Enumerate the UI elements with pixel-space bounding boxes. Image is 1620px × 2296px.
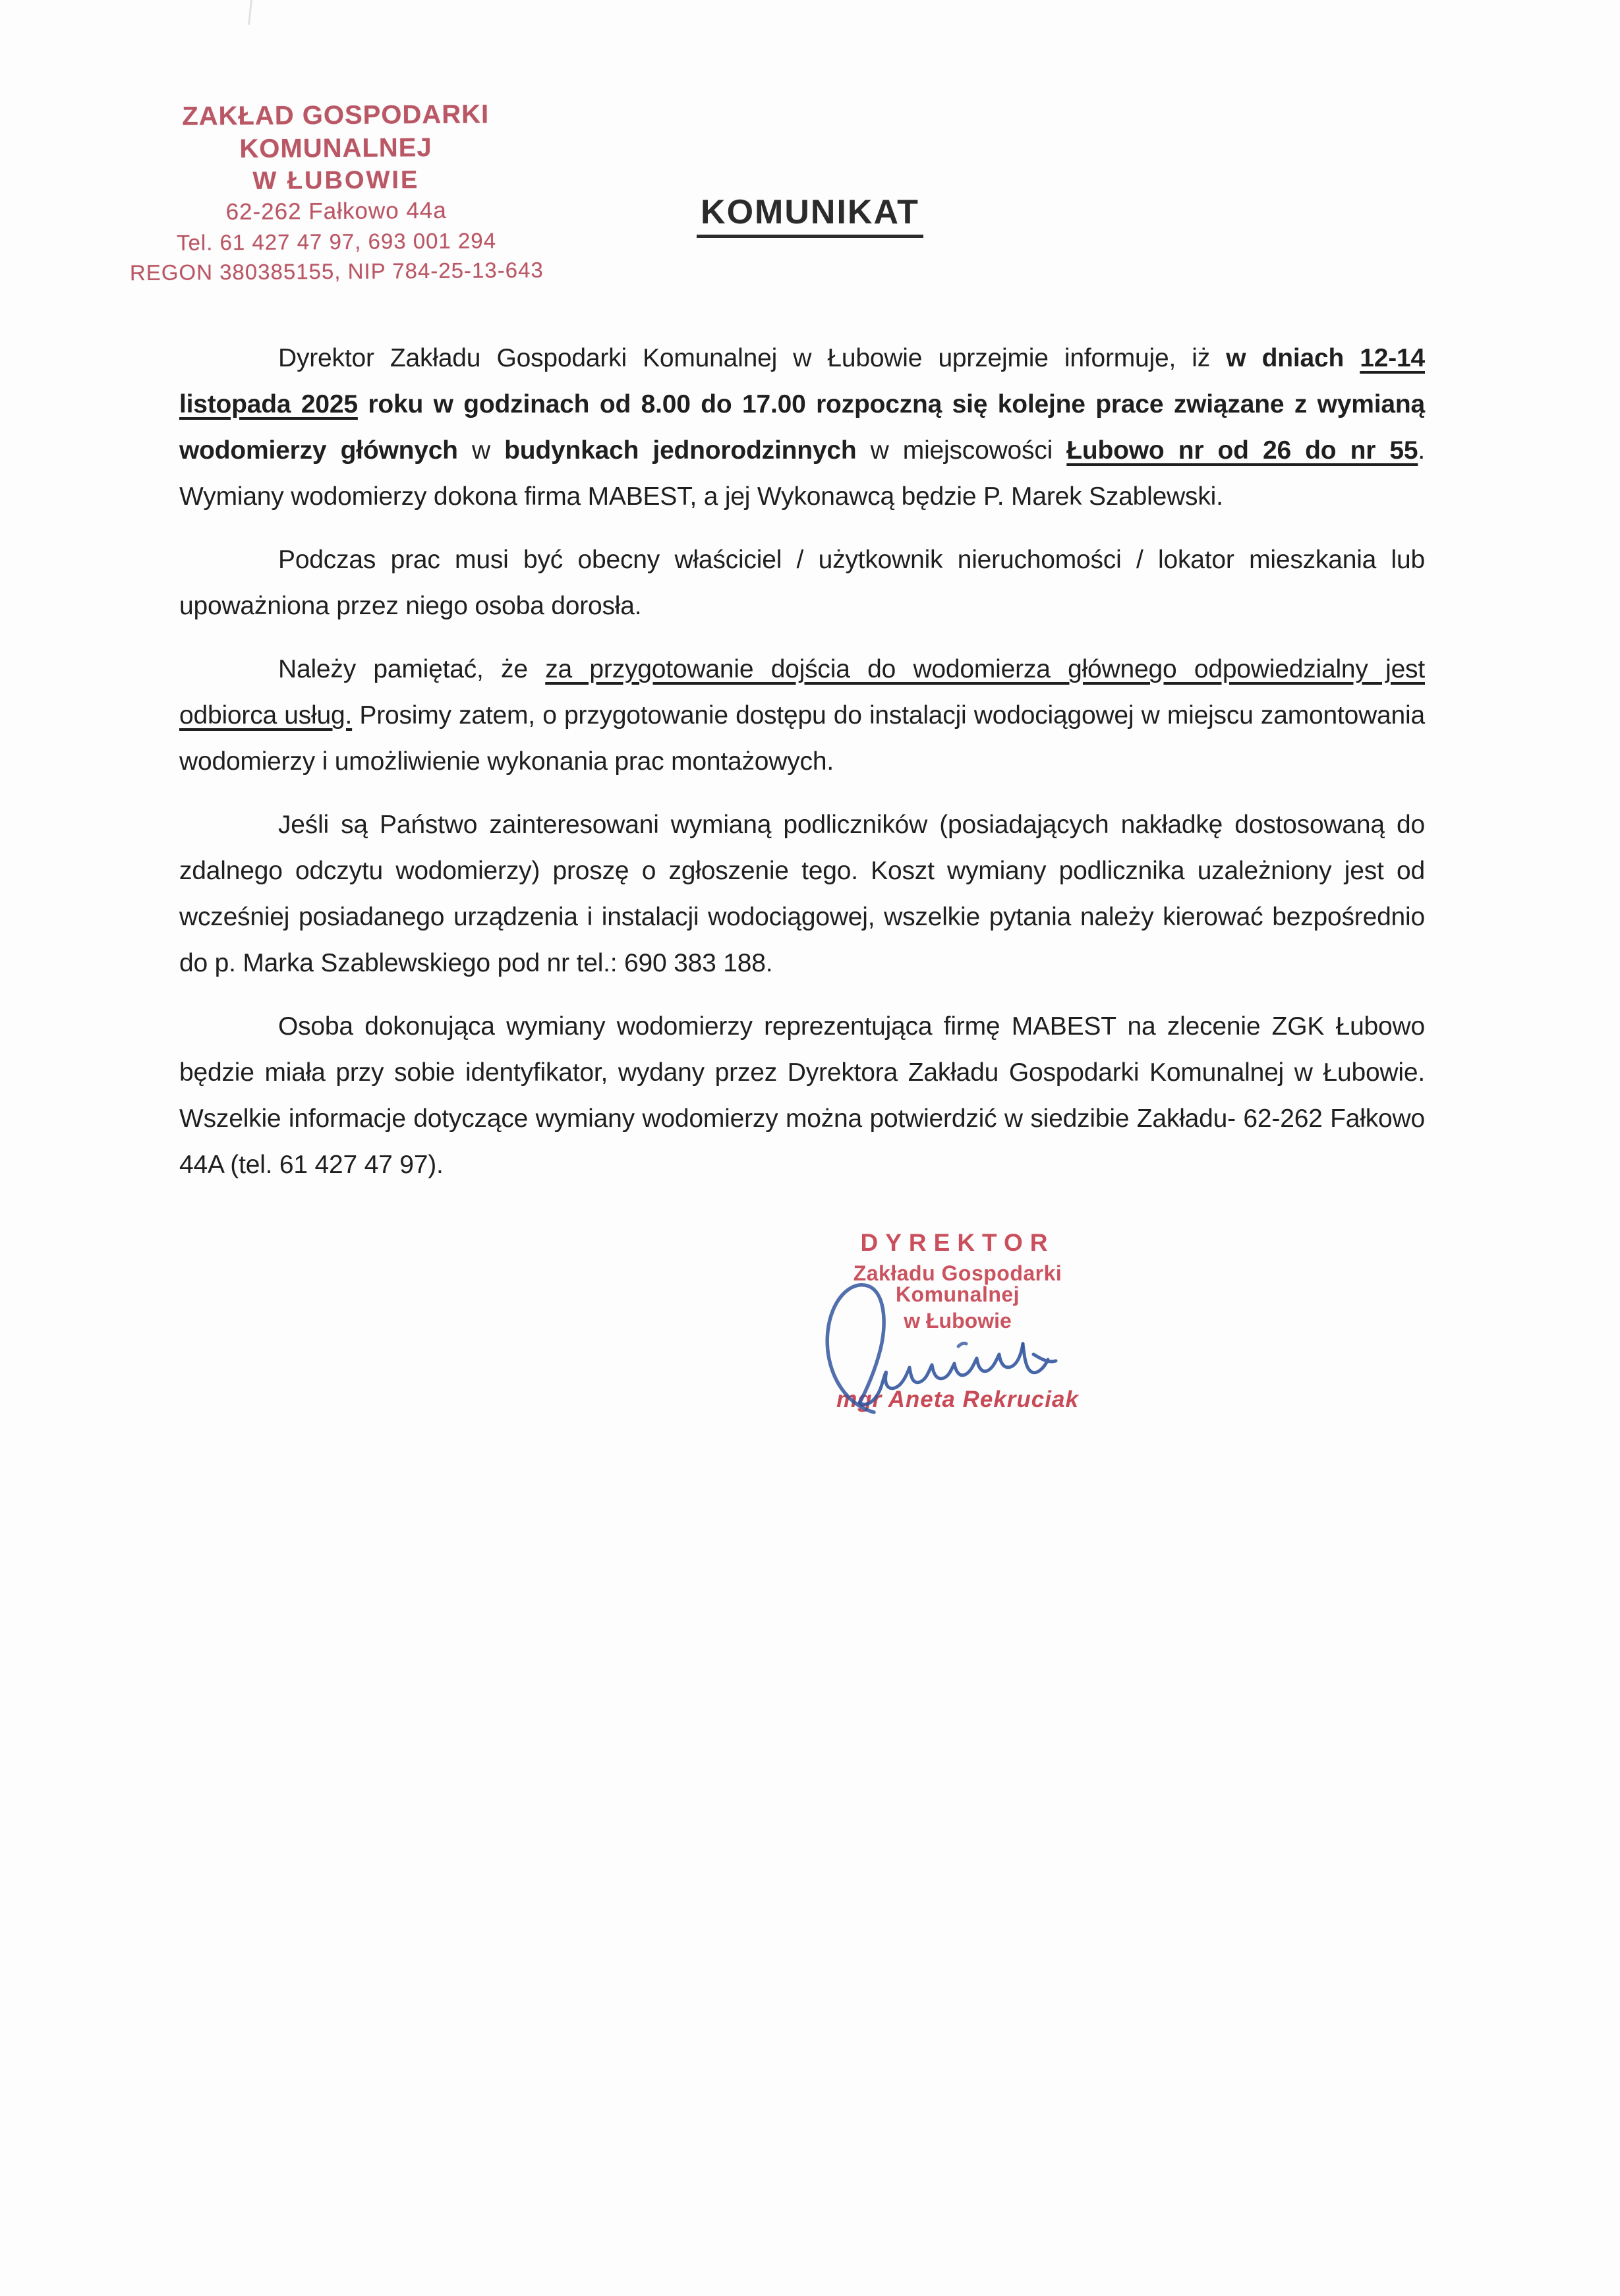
paragraph [179,646,1425,785]
stamp-regon-nip: REGON 380385155, NIP 784-25-13-643 [129,257,544,285]
text-run: Prosimy zatem, o przygotowanie dostępu do instalacji wodociągowej w miejscu zamontowania wodomierzy i umożliwienie wykonania prac montażowych. [179,701,1425,776]
text-run: Jeśli są Państwo zainteresowani wymianą podliczników (posiadających nakładkę dostosowaną do zdalnego odczytu wodomierzy) proszę o zgłoszenie tego. Koszt wymiany podlicznika uzależniony jest od wcześniej posiadanego urządzenia i instalacji wodociągowej, wszelkie pytania należy kierować bezpośrednio do p. Marka Szablewskiego pod nr tel.: 690 383 188. [179,811,1425,977]
stamp-company-city: W ŁUBOWIE [252,166,420,195]
signature-org-line2: w Łubowie [904,1309,1012,1333]
text-run: roku w godzinach od 8.00 do 17.00 rozpoczną się kolejne prace związane z wymianą wodomierzy głównych [179,390,1425,465]
paragraph [179,335,1425,520]
signature-name: mgr Aneta Rekruciak [836,1387,1079,1412]
paragraph [179,802,1425,987]
paragraph [179,1004,1425,1188]
text-run: 12-14 listopada 2025 [179,344,1425,418]
text-run: Dyrektor Zakładu Gospodarki Komunalnej w Łubowie uprzejmie informuje, iż [278,344,1227,372]
text-run: Osoba dokonująca wymiany wodomierzy reprezentująca firmę MABEST na zlecenie ZGK Łubowo będzie miała przy sobie identyfikator, wydany przez Dyrektora Zakładu Gospodarki Komunalnej w Łubowie. Wszelkie informacje dotyczące wymiany wodomierzy można potwierdzić w siedzibie Zakładu- 62-262 Fałkowo 44A (tel. 61 427 47 97). [179,1012,1425,1179]
text-run: budynkach jednorodzinnych [504,436,857,465]
text-run: za przygotowanie dojścia do wodomierza głównego odpowiedzialny jest odbiorca usług. [179,655,1425,730]
signature-org-line1: Zakładu Gospodarki Komunalnej [853,1261,1062,1306]
text-run: Łubowo nr od 26 do nr 55 [1066,436,1418,465]
text-run: Należy pamiętać, że [278,655,546,683]
signature-block [803,1230,1113,1411]
text-run: Podczas prac musi być obecny właściciel / użytkownik nieruchomości / lokator mieszkania lub upoważniona przez niego osoba dorosła. [179,546,1425,620]
document-title: KOMUNIKAT [697,192,923,238]
stamp-phone: Tel. 61 427 47 97, 693 001 294 [176,228,497,255]
body-paragraphs [179,335,1425,1188]
stamp-company-name: ZAKŁAD GOSPODARKI KOMUNALNEJ [182,100,490,164]
text-run: w dniach [1226,344,1360,372]
text-run: w miejscowości [856,436,1067,465]
paragraph [179,537,1425,629]
signature-role: DYREKTOR [860,1229,1055,1256]
text-run: w [457,436,505,465]
company-stamp [92,97,581,287]
stamp-address: 62-262 Fałkowo 44a [225,197,447,225]
text-run: . Wymiany wodomierzy dokona firma MABEST, a jej Wykonawcą będzie P. Marek Szablewski. [179,436,1425,511]
